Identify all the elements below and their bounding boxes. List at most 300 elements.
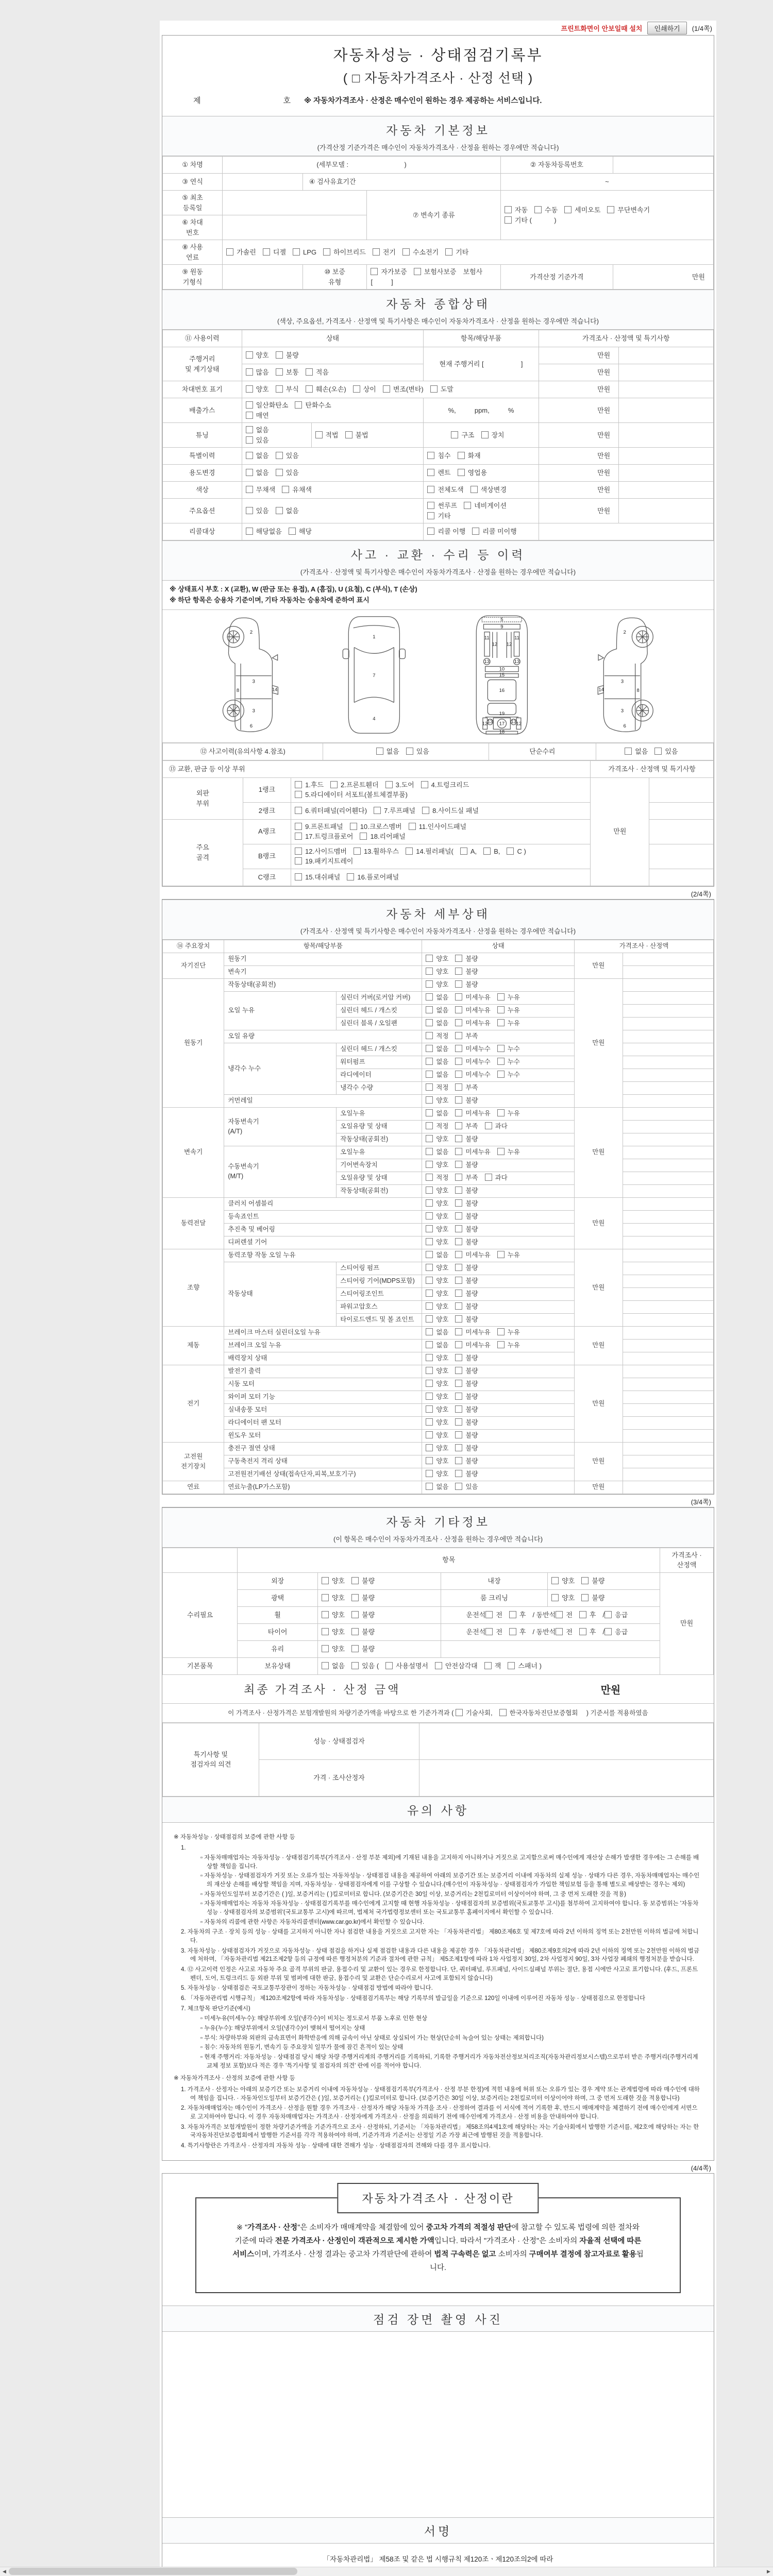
checkbox-option <box>426 1161 448 1168</box>
cell-text: 1랭크 <box>258 786 276 794</box>
checkbox[interactable] <box>276 452 283 459</box>
checkbox-option <box>422 807 479 815</box>
option-label: 양호 <box>562 1577 575 1585</box>
cell-text: 변속기 <box>184 1148 203 1156</box>
checkbox[interactable] <box>402 248 410 256</box>
checkbox[interactable] <box>226 248 233 256</box>
checkbox[interactable] <box>497 1251 505 1258</box>
checkbox-option <box>497 1251 520 1259</box>
checkbox[interactable] <box>351 1645 359 1652</box>
checkbox[interactable] <box>246 507 253 514</box>
detail-cell <box>422 978 575 991</box>
checkbox[interactable] <box>430 385 438 393</box>
detail-cell <box>575 1326 623 1365</box>
cell-text: ⑬ 교환, 판금 등 이상 부위 <box>169 765 245 773</box>
detail-cell <box>623 1043 713 1056</box>
checkbox[interactable] <box>426 1071 433 1078</box>
checkbox[interactable] <box>306 368 313 376</box>
checkbox[interactable] <box>455 1187 462 1194</box>
checkbox-option <box>426 1393 448 1400</box>
checkbox[interactable] <box>426 1251 433 1258</box>
checkbox[interactable] <box>276 385 283 393</box>
checkbox[interactable] <box>351 1594 359 1601</box>
checkbox[interactable] <box>276 368 283 376</box>
checkbox[interactable] <box>426 1380 433 1387</box>
checkbox[interactable] <box>497 1071 505 1078</box>
cell-text: / 동반석 <box>532 1628 556 1636</box>
checkbox[interactable] <box>625 748 632 755</box>
checkbox[interactable] <box>426 1444 433 1451</box>
checkbox[interactable] <box>497 1341 505 1348</box>
checkbox[interactable] <box>426 1083 433 1091</box>
checkbox[interactable] <box>427 512 434 519</box>
checkbox[interactable] <box>472 528 479 535</box>
checkbox[interactable] <box>426 1045 433 1052</box>
checkbox[interactable] <box>426 1225 433 1232</box>
checkbox[interactable] <box>497 1058 505 1065</box>
checkbox[interactable] <box>456 1709 463 1716</box>
checkbox[interactable] <box>383 385 390 393</box>
checkbox[interactable] <box>322 1662 329 1669</box>
checkbox[interactable] <box>347 873 354 880</box>
checkbox[interactable] <box>427 528 434 535</box>
checkbox[interactable] <box>581 1577 589 1584</box>
checkbox-option <box>455 1483 478 1490</box>
checkbox[interactable] <box>426 1135 433 1142</box>
checkbox[interactable] <box>455 1470 462 1477</box>
checkbox[interactable] <box>483 848 491 855</box>
checkbox[interactable] <box>509 1628 516 1635</box>
checkbox[interactable] <box>485 1174 492 1181</box>
checkbox[interactable] <box>426 993 433 1001</box>
checkbox[interactable] <box>426 1199 433 1207</box>
checkbox[interactable] <box>426 1290 433 1297</box>
detail-row <box>163 940 714 953</box>
option-label: 사용설명서 <box>396 1662 428 1670</box>
checkbox[interactable] <box>354 848 361 855</box>
checkbox-option <box>483 848 500 855</box>
checkbox[interactable] <box>426 1367 433 1374</box>
checkbox-option <box>351 1611 375 1619</box>
checkbox[interactable] <box>455 1109 462 1116</box>
checkbox[interactable] <box>455 1122 462 1129</box>
checkbox[interactable] <box>505 216 512 224</box>
checkbox[interactable] <box>455 1032 462 1039</box>
cell-text: 내장 <box>488 1577 501 1585</box>
cell-text: 만원 <box>592 1483 605 1491</box>
checkbox[interactable] <box>485 1122 492 1129</box>
checkbox[interactable] <box>455 1393 462 1400</box>
checkbox[interactable] <box>295 807 302 814</box>
detail-cell <box>224 1262 337 1326</box>
checkbox[interactable] <box>426 1238 433 1245</box>
checkbox[interactable] <box>455 1006 462 1013</box>
checkbox[interactable] <box>604 1611 612 1618</box>
checkbox[interactable] <box>246 385 253 393</box>
checkbox[interactable] <box>295 857 302 865</box>
checkbox[interactable] <box>426 1277 433 1284</box>
option-label: 도말 <box>440 385 453 394</box>
detail-cell <box>422 1249 575 1262</box>
checkbox[interactable] <box>455 1045 462 1052</box>
checkbox[interactable] <box>455 1058 462 1065</box>
checkbox[interactable] <box>455 1290 462 1297</box>
checkbox[interactable] <box>455 1457 462 1464</box>
checkbox[interactable] <box>426 1328 433 1335</box>
checkbox[interactable] <box>322 1577 329 1584</box>
checkbox[interactable] <box>485 1628 493 1635</box>
cell-text: 가격조사 · 산정액 및 특기사항 <box>582 334 670 343</box>
option-label: 양호 <box>436 1277 449 1285</box>
detail-cell <box>224 1403 422 1416</box>
detail-cell <box>623 1107 713 1120</box>
option-label: 적정 <box>436 1123 449 1130</box>
checkbox[interactable] <box>426 1174 433 1181</box>
checkbox[interactable] <box>564 206 572 213</box>
checkbox[interactable] <box>497 1045 505 1052</box>
notice-line: 3. 자동차성능 · 상태점검자가 거짓으로 자동차성능 · 상태 점검을 하거나 실제 점검한 내용과 다른 내용을 제공한 경우 「자동차관리법」 제80조제9호의2에 따라 2년 이하의 징역 또는 2천만원 이하의 벌금에 처하며, 「자동차관리법 제21조제2항 등의 규정에 따른 행정처분의 기준과 절차에 관한 규칙」 제5조제1항에 따라 1차 사업정지 30일, 2차 사업정지 90일, 3차 사업장 폐쇄의 행정처분을 받습니다. <box>181 1947 699 1963</box>
checkbox-option <box>426 1187 448 1194</box>
checkbox[interactable] <box>371 268 378 275</box>
checkbox-option <box>426 1342 448 1349</box>
checkbox[interactable] <box>455 1161 462 1168</box>
checkbox[interactable] <box>551 1594 559 1601</box>
checkbox[interactable] <box>276 469 283 476</box>
legend-line-1: ※ 상태표시 부호 : X (교환), W (판금 또는 용접), A (흠집), U (요철), C (부식), T (손상) <box>170 585 417 593</box>
checkbox[interactable] <box>315 431 323 438</box>
checkbox[interactable] <box>426 1341 433 1348</box>
option-label: 불량 <box>465 1354 478 1362</box>
checkbox[interactable] <box>406 848 413 855</box>
checkbox[interactable] <box>455 1071 462 1078</box>
checkbox[interactable] <box>455 1405 462 1413</box>
detail-cell <box>422 965 575 978</box>
cell-text: 만원 <box>692 273 705 281</box>
checkbox[interactable] <box>451 431 458 438</box>
option-label: 양호 <box>436 1213 449 1221</box>
checkbox[interactable] <box>455 1251 462 1258</box>
checkbox[interactable] <box>556 1611 563 1618</box>
checkbox[interactable] <box>497 1019 505 1026</box>
checkbox[interactable] <box>282 486 289 493</box>
checkbox[interactable] <box>376 748 383 755</box>
checkbox[interactable] <box>323 248 330 256</box>
checkbox[interactable] <box>458 469 465 476</box>
option-label: 누유 <box>507 1329 520 1336</box>
checkbox[interactable] <box>246 412 253 419</box>
checkbox[interactable] <box>246 452 253 459</box>
checkbox[interactable] <box>556 1628 563 1635</box>
checkbox[interactable] <box>426 1148 433 1155</box>
checkbox-option <box>322 1577 345 1585</box>
checkbox[interactable] <box>322 1645 329 1652</box>
pricing-info-segment: 입니다. 따라서 "가격조사 · 산정"은 소비자의 <box>434 2236 580 2245</box>
overall-cell <box>619 423 714 448</box>
svg-text:11: 11 <box>484 634 490 640</box>
detail-cell <box>422 1184 575 1197</box>
option-label: 미세누유 <box>465 1329 491 1336</box>
option-label: 디젤 <box>273 248 287 256</box>
checkbox[interactable] <box>293 248 300 256</box>
checkbox-option <box>445 248 468 256</box>
checkbox[interactable] <box>426 1122 433 1129</box>
checkbox-option <box>345 431 368 439</box>
cell-text: 워터펌프 <box>340 1058 365 1066</box>
checkbox[interactable] <box>455 1315 462 1323</box>
checkbox[interactable] <box>579 1611 586 1618</box>
notice-line: 1. 가격조사 · 산정자는 아래의 보증기간 또는 보증거리 이내에 자동차성능 · 상태점검기록부(가격조사 · 산정 부분 한정)에 적힌 내용에 허위 또는 오류가 있는 경우 계약 또는 관계법령에 따라 매수인에 대하여 책임을 집니다. · 자동차인도일부터 보증기간은 ( )일, 보증거리는 ( )킬로미터로 합니다. (보증기간은 30일 이상, 보증거리는 2천킬로미터 이상이어야 하며, 그 중 먼저 도래한 것을 적용합니다) <box>181 2087 700 2102</box>
etc-label-cell <box>441 1589 548 1606</box>
checkbox[interactable] <box>385 1662 393 1669</box>
detail-cell <box>623 1249 713 1262</box>
checkbox[interactable] <box>445 248 452 256</box>
option-label: 불량 <box>592 1577 605 1585</box>
checkbox[interactable] <box>455 1354 462 1361</box>
checkbox[interactable] <box>426 1302 433 1310</box>
option-label: 적정 <box>436 1174 449 1182</box>
horizontal-scrollbar[interactable] <box>0 2567 773 2576</box>
section-photos-header <box>162 2306 714 2332</box>
checkbox[interactable] <box>460 848 467 855</box>
option-label: 후 <box>519 1628 526 1636</box>
checkbox[interactable] <box>421 781 428 788</box>
detail-cell <box>337 1043 422 1056</box>
checkbox[interactable] <box>351 1611 359 1618</box>
checkbox[interactable] <box>507 848 514 855</box>
option-label: 불량 <box>465 981 478 989</box>
checkbox[interactable] <box>414 268 421 275</box>
checkbox[interactable] <box>581 1594 589 1601</box>
etc-row <box>163 1589 714 1606</box>
checkbox[interactable] <box>455 993 462 1001</box>
checkbox[interactable] <box>246 486 253 493</box>
checkbox[interactable] <box>426 1315 433 1323</box>
checkbox[interactable] <box>497 1328 505 1335</box>
checkbox[interactable] <box>246 401 253 409</box>
page-indicator-2: (2/4쪽) <box>691 890 711 898</box>
checkbox[interactable] <box>426 1264 433 1271</box>
checkbox[interactable] <box>426 968 433 975</box>
checkbox[interactable] <box>497 1148 505 1155</box>
checkbox[interactable] <box>409 823 416 830</box>
checkbox[interactable] <box>607 206 614 213</box>
overall-cell <box>242 465 424 482</box>
section-caution-title: 유의 사항 <box>407 1803 469 1817</box>
checkbox[interactable] <box>455 1277 462 1284</box>
checkbox[interactable] <box>497 993 505 1001</box>
page-indicator-4: (4/4쪽) <box>691 2164 711 2172</box>
checkbox[interactable] <box>426 1019 433 1026</box>
option-label: 부식 <box>285 385 299 394</box>
scroll-right-button[interactable]: ▶ <box>767 2569 770 2574</box>
checkbox[interactable] <box>295 873 302 880</box>
checkbox[interactable] <box>263 248 270 256</box>
checkbox-option <box>481 431 505 439</box>
detail-row <box>163 1468 714 1481</box>
checkbox[interactable] <box>295 791 302 798</box>
checkbox[interactable] <box>295 848 302 855</box>
checkbox[interactable] <box>426 1058 433 1065</box>
scroll-left-button[interactable]: ◀ <box>3 2569 6 2574</box>
checkbox[interactable] <box>426 1032 433 1039</box>
checkbox[interactable] <box>534 206 542 213</box>
checkbox-option <box>409 823 466 831</box>
checkbox[interactable] <box>406 748 413 755</box>
checkbox[interactable] <box>246 426 253 433</box>
checkbox[interactable] <box>295 823 302 830</box>
checkbox[interactable] <box>455 1019 462 1026</box>
checkbox[interactable] <box>455 1148 462 1155</box>
checkbox[interactable] <box>353 385 360 393</box>
checkbox[interactable] <box>455 1418 462 1426</box>
checkbox[interactable] <box>455 1341 462 1348</box>
checkbox[interactable] <box>427 502 434 509</box>
checkbox[interactable] <box>289 528 296 535</box>
checkbox[interactable] <box>458 452 465 459</box>
checkbox[interactable] <box>422 807 429 814</box>
checkbox[interactable] <box>455 1483 462 1490</box>
checkbox[interactable] <box>426 1418 433 1426</box>
option-label: 12.사이드멤버 <box>305 847 347 855</box>
checkbox[interactable] <box>499 1709 507 1716</box>
checkbox[interactable] <box>426 1109 433 1116</box>
checkbox-option <box>351 1662 379 1670</box>
checkbox[interactable] <box>426 1470 433 1477</box>
checkbox[interactable] <box>246 469 253 476</box>
print-button[interactable]: 인쇄하기 <box>647 22 686 35</box>
checkbox[interactable] <box>455 1431 462 1438</box>
checkbox[interactable] <box>435 1662 442 1669</box>
cell-text: 스티어링 펌프 <box>340 1264 380 1272</box>
checkbox-option <box>371 268 407 276</box>
checkbox[interactable] <box>508 1662 515 1669</box>
checkbox[interactable] <box>455 968 462 975</box>
checkbox[interactable] <box>351 1662 359 1669</box>
checkbox[interactable] <box>426 1431 433 1438</box>
checkbox[interactable] <box>246 528 253 535</box>
checkbox[interactable] <box>455 1367 462 1374</box>
checkbox[interactable] <box>426 955 433 962</box>
cell-text: 오일누유 <box>340 1148 365 1156</box>
checkbox[interactable] <box>484 1662 492 1669</box>
checkbox[interactable] <box>481 431 489 438</box>
checkbox[interactable] <box>276 507 283 514</box>
checkbox[interactable] <box>373 248 380 256</box>
checkbox[interactable] <box>579 1628 586 1635</box>
checkbox[interactable] <box>455 1264 462 1271</box>
checkbox[interactable] <box>455 1328 462 1335</box>
checkbox[interactable] <box>276 351 283 359</box>
checkbox[interactable] <box>322 1628 329 1635</box>
checkbox[interactable] <box>426 1212 433 1219</box>
checkbox[interactable] <box>426 1405 433 1413</box>
checkbox[interactable] <box>306 385 313 393</box>
checkbox-option <box>472 528 516 535</box>
checkbox-option <box>455 1058 490 1065</box>
checkbox[interactable] <box>455 1096 462 1104</box>
checkbox[interactable] <box>654 748 662 755</box>
checkbox[interactable] <box>455 1444 462 1451</box>
checkbox[interactable] <box>345 431 352 438</box>
checkbox[interactable] <box>426 1483 433 1490</box>
checkbox[interactable] <box>455 1199 462 1207</box>
cell-text: ⑥ 차대 <box>182 218 203 226</box>
checkbox[interactable] <box>426 980 433 988</box>
checkbox[interactable] <box>497 1109 505 1116</box>
checkbox[interactable] <box>426 1457 433 1464</box>
checkbox[interactable] <box>497 1006 505 1013</box>
checkbox[interactable] <box>426 1161 433 1168</box>
checkbox[interactable] <box>551 1577 559 1584</box>
checkbox[interactable] <box>604 1628 612 1635</box>
checkbox[interactable] <box>351 1577 359 1584</box>
install-notice-link[interactable]: 프린트화면이 안보일때 설치 <box>561 24 643 32</box>
checkbox[interactable] <box>464 502 471 509</box>
checkbox[interactable] <box>426 1354 433 1361</box>
checkbox-option <box>427 528 465 535</box>
checkbox[interactable] <box>426 1187 433 1194</box>
checkbox[interactable] <box>351 1628 359 1635</box>
cell-text: 광택 <box>271 1594 284 1602</box>
checkbox[interactable] <box>350 823 357 830</box>
scrollbar-thumb[interactable] <box>9 2568 297 2575</box>
checkbox[interactable] <box>330 781 338 788</box>
checkbox[interactable] <box>246 368 253 376</box>
detail-cell <box>224 953 422 965</box>
cell-text: 조향 <box>187 1283 200 1291</box>
checkbox[interactable] <box>295 401 302 409</box>
checkbox[interactable] <box>455 1083 462 1091</box>
checkbox[interactable] <box>485 1611 493 1618</box>
checkbox[interactable] <box>455 1135 462 1142</box>
checkbox[interactable] <box>295 833 302 840</box>
checkbox[interactable] <box>455 1380 462 1387</box>
checkbox[interactable] <box>426 1006 433 1013</box>
checkbox[interactable] <box>385 781 393 788</box>
checkbox[interactable] <box>455 1174 462 1181</box>
cell-text: ⑨ 원동 <box>182 268 203 276</box>
checkbox[interactable] <box>455 1238 462 1245</box>
page-indicator-3: (3/4쪽) <box>691 1498 711 1506</box>
checkbox[interactable] <box>455 1225 462 1232</box>
option-label: A, <box>470 847 477 855</box>
checkbox[interactable] <box>427 486 434 493</box>
checkbox[interactable] <box>505 206 512 213</box>
checkbox[interactable] <box>426 1393 433 1400</box>
checkbox[interactable] <box>246 351 253 359</box>
checkbox[interactable] <box>360 833 367 840</box>
pricing-info-box <box>195 2192 681 2293</box>
checkbox[interactable] <box>322 1611 329 1618</box>
detail-cell <box>422 1094 575 1107</box>
option-label: 양호 <box>256 351 269 360</box>
checkbox[interactable] <box>455 1212 462 1219</box>
option-label: 전 <box>566 1628 573 1636</box>
checkbox[interactable] <box>427 452 434 459</box>
checkbox[interactable] <box>509 1611 516 1618</box>
checkbox[interactable] <box>470 486 478 493</box>
checkbox[interactable] <box>427 469 434 476</box>
checkbox[interactable] <box>295 781 302 788</box>
checkbox[interactable] <box>455 955 462 962</box>
checkbox[interactable] <box>455 1302 462 1310</box>
checkbox[interactable] <box>374 807 381 814</box>
checkbox[interactable] <box>455 980 462 988</box>
option-label: 불량 <box>465 1097 478 1105</box>
checkbox[interactable] <box>322 1594 329 1601</box>
checkbox[interactable] <box>246 436 253 444</box>
checkbox[interactable] <box>426 1096 433 1104</box>
